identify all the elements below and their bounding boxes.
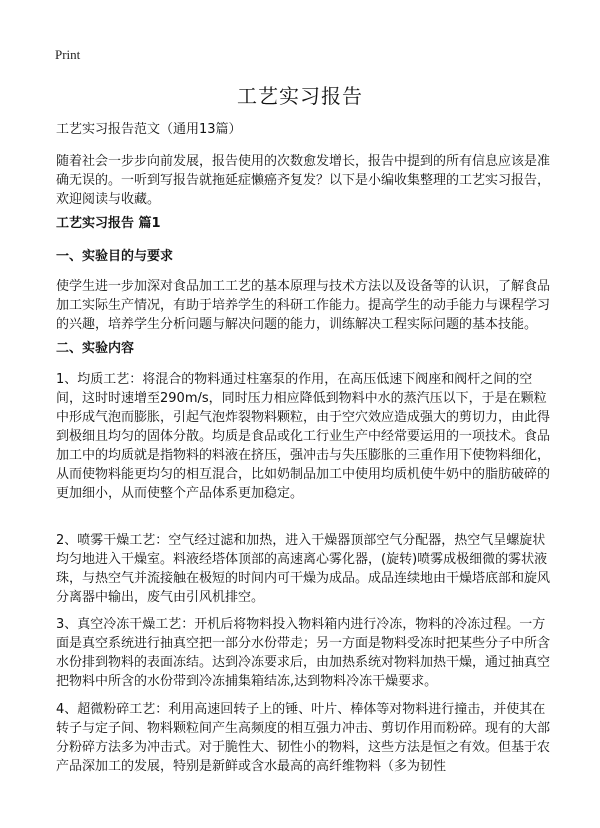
intro-paragraph: 随着社会一步步向前发展，报告使用的次数愈发增长，报告中提到的所有信息应该是准确无误的。一听到写报告就拖延症懒癌齐复发？以下是小编收集整理的工艺实习报告，欢迎阅读与收藏。 [56, 154, 551, 207]
content-paragraph-freeze-drying: 3、真空冷冻干燥工艺：开机后将物料投入物料箱内进行冷冻，物料的冷冻过程。一方面是真空系统进行抽真空把一部分水份带走；另一方面是物料受冻时把某些分子中所含水份排到物料的表面冻结。达到冷冻要求后，由加热系统对物料加热干燥，通过抽真空把物料中所含的水份带到冷冻捕集箱结冻,达到物料冷冻干燥要求。 [56, 617, 551, 689]
page-title: 工艺实习报告 [237, 84, 363, 108]
purpose-paragraph: 使学生进一步加深对食品加工工艺的基本原理与技术方法以及设备等的认识，了解食品加工实际生产情况，有助于培养学生的科研工作能力。提高学生的动手能力与课程学习的兴趣，培养学生分析问题与解决问题的能力，训练解决工程实际问题的基本技能。 [56, 279, 551, 332]
content-paragraph-homogenization: 1、均质工艺：将混合的物料通过柱塞泵的作用，在高压低速下阀座和阀杆之间的空间，这时时速增至290m/s，同时压力相应降低到物料中水的蒸汽压以下，于是在颗粒中形成气泡而膨胀，引起气泡炸裂物料颗粒，由于空穴效应造成强大的剪切力，由此得到极细且均匀的固体分散。均质是食品或化工行业生产中经常要运用的一项技术。食品加工中的均质就是指物料的料液在挤压，强冲击与失压膨胀的三重作用下使物料细化，从而使物料能更均匀的相互混合，比如奶制品加工中使用均质机使牛奶中的脂肪破碎的更加细小，从而使整个产品体系更加稳定。 [56, 372, 551, 501]
section-heading-content: 二、实验内容 [56, 341, 135, 356]
section-heading-purpose: 一、实验目的与要求 [56, 249, 174, 264]
print-link[interactable]: Print [55, 47, 81, 62]
article-heading: 工艺实习报告 篇1 [56, 216, 161, 231]
document-subtitle: 工艺实习报告范文（通用13篇） [56, 122, 242, 137]
content-paragraph-micro-grinding: 4、超微粉碎工艺：利用高速回转子上的锤、叶片、棒体等对物料进行撞击，并使其在转子与定子间、物料颗粒间产生高频度的相互强力冲击、剪切作用而粉碎。现有的大部分粉碎方法多为冲击式。对于脆性大、韧性小的物料，这些方法是恒之有效。但基于农产品深加工的发展，特别是新鲜或含水最高的高纤维物料（多为韧性 [56, 702, 551, 774]
content-paragraph-spray-drying: 2、喷雾干燥工艺：空气经过滤和加热，进入干燥器顶部空气分配器，热空气呈螺旋状均匀地进入干燥室。料液经塔体顶部的高速离心雾化器，(旋转)喷雾成极细微的雾状液珠，与热空气并流接触在极短的时间内可干燥为成品。成品连续地由干燥塔底部和旋风分离器中输出，废气由引风机排空。 [56, 533, 551, 605]
